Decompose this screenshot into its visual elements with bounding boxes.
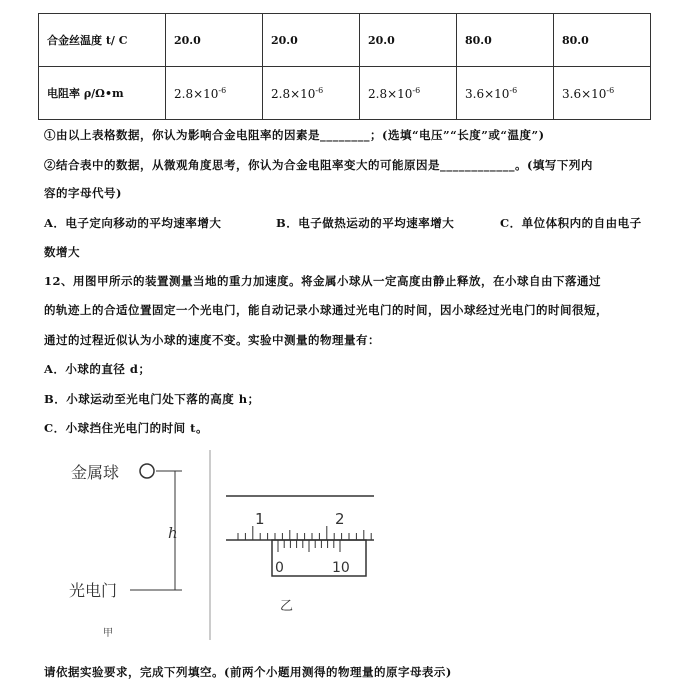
item-a: A．小球的直径 d；	[44, 362, 151, 376]
table-row	[39, 14, 651, 67]
exponent: -6	[606, 85, 615, 95]
question-line: ①由以上表格数据，你认为影响合金电阻率的因素是________；(选填“电压”“长度”或“温度”)	[44, 128, 545, 142]
item-b: B．小球运动至光电门处下落的高度 h；	[44, 392, 260, 406]
ball-label: 金属球	[71, 463, 120, 482]
exponent: -6	[412, 85, 421, 95]
table-cell: 20.0	[166, 14, 263, 67]
table-cell: 80.0	[457, 14, 554, 67]
table-cell	[457, 67, 554, 120]
table-header-cell: 合金丝温度 t/ C	[39, 14, 166, 67]
question-line: 请依据实验要求，完成下列填空。(前两个小题用测得的物理量的原字母表示)	[44, 665, 452, 679]
item-c: C．小球挡住光电门的时间 t。	[44, 421, 208, 435]
cell-value: 2.8×10	[174, 86, 219, 101]
gate-label: 光电门	[69, 581, 118, 600]
table-header-cell: 电阻率 ρ/Ω•m	[39, 67, 166, 120]
resistivity-table	[38, 13, 651, 120]
cell-value: 3.6×10	[562, 86, 607, 101]
table-cell	[360, 67, 457, 120]
question-line: 容的字母代号)	[44, 186, 122, 200]
vernier-figure	[220, 490, 380, 620]
main-label-1: 1	[255, 510, 265, 528]
table-cell: 80.0	[554, 14, 651, 67]
exponent: -6	[315, 85, 324, 95]
main-scale-ticks	[238, 526, 371, 540]
table-cell	[166, 67, 263, 120]
ball-shape	[140, 464, 154, 478]
table-cell	[263, 67, 360, 120]
option-a: A．电子定向移动的平均速率增大	[44, 216, 222, 230]
option-b: B．电子做热运动的平均速率增大	[276, 216, 455, 230]
vernier-scale-ticks	[278, 540, 340, 552]
vernier-label-10: 10	[332, 560, 350, 576]
vernier-scale	[272, 540, 366, 576]
main-label-2: 2	[335, 510, 345, 528]
question-line: 的轨迹上的合适位置固定一个光电门，能自动记录小球通过光电门的时间，因小球经过光电门的时间很短，	[44, 303, 608, 317]
question-line: ②结合表中的数据，从微观角度思考，你认为合金电阻率变大的可能原因是____________。(填写下列内	[44, 158, 593, 172]
table-cell: 20.0	[360, 14, 457, 67]
table-cell: 20.0	[263, 14, 360, 67]
question-line: 通过的过程近似认为小球的速度不变。实验中测量的物理量有：	[44, 333, 380, 347]
exponent: -6	[509, 85, 518, 95]
question-line: 12、用图甲所示的装置测量当地的重力加速度。将金属小球从一定高度由静止释放，在小球自由下落通过	[44, 274, 601, 288]
cell-value: 2.8×10	[368, 86, 413, 101]
cell-value: 2.8×10	[271, 86, 316, 101]
h-label: h	[168, 524, 178, 542]
vernier-label-0: 0	[275, 560, 284, 576]
exponent: -6	[218, 85, 227, 95]
table-cell	[554, 67, 651, 120]
figure-jia-label: 甲	[103, 628, 113, 639]
question-line: 数增大	[44, 245, 80, 259]
option-c: C．单位体积内的自由电子	[500, 216, 642, 230]
cell-value: 3.6×10	[465, 86, 510, 101]
table-row	[39, 67, 651, 120]
figure-yi-label: 乙	[280, 599, 294, 614]
apparatus-figure	[60, 450, 220, 650]
